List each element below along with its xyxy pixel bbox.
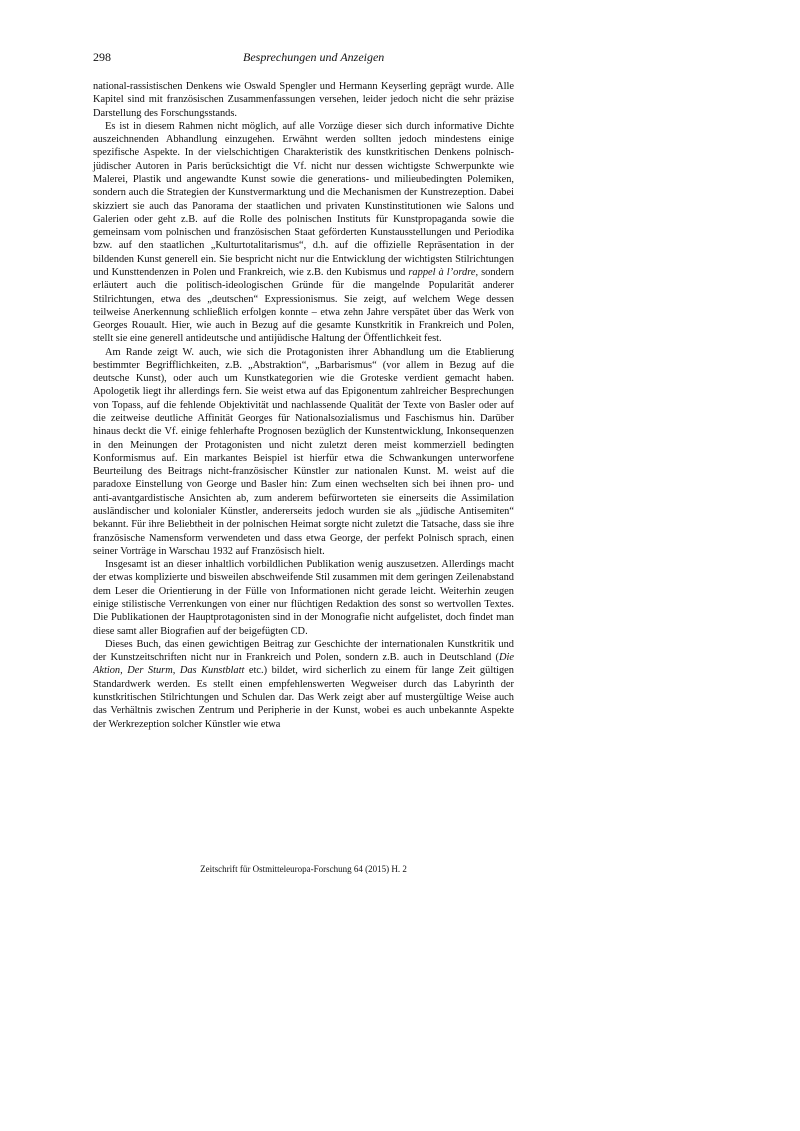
- paragraph-text: Dieses Buch, das einen gewichtigen Beitrag zur Geschichte der internationalen Kunstkritik und der Kunstzeitschriften nicht nur in Frankreich und Polen, sondern z.B. auch in Deutschland (: [93, 638, 514, 664]
- body-text: [93, 80, 514, 731]
- italic-journal-titles: Die Aktion, Der Sturm, Das Kunstblatt: [93, 652, 514, 677]
- paragraph-text: Am Rande zeigt W. auch, wie sich die Protagonisten ihrer Abhandlung um die Etablierung bestimmter Begrifflichkeiten, z.B. „Abstraktion“, „Barbarismus“ (vor allem in Bezug auf die deutsche Kunst), oder auch um Kunstkategorien wie die Groteske verdient gemacht haben. Apologetik liegt ihr allerdings fern. Sie weist etwa auf das Epigonentum zahlreicher Besprechungen von Topass, auf die fehlende Objektivität und nachlassende Qualität der Texte von Basler oder auf die zeitweise deutliche Affinität Georges für Nationalsozialismus und Faschismus hin. Darüber hinaus deckt die Vf. einige fehlerhafte Prognosen bezüglich der Kunstentwicklung, Inkonsequenzen in den Meinungen der Protagonisten und nicht zuletzt deren meist kommerziell bedingten Konformismus auf. Ein markantes Beispiel ist hierfür etwa die Schwankungen unterworfene Beurteilung des Beitrags nicht-französischer Künstler zur nationalen Kunst. M. weist auf die paradoxe Einstellung von George und Basler hin: Zum einen wechselten sich bei ihnen pro- und anti-avantgardistische Ansichten ab, zum anderem befürworteten sie einerseits die Assimilation ausländischer und kolonialer Künstler, andererseits jedoch wurden sie als „jüdische Antisemiten“ bekannt. Für ihre Beliebtheit in der polnischen Heimat sorgte nicht zuletzt die Tatsache, dass sie ihre französische Namensform verwendeten und dass etwa George, der perfekt Polnisch sprach, einen seiner Vorträge in Warschau 1932 auf Französisch hielt.: [93, 346, 514, 557]
- paragraph-5: [93, 638, 514, 731]
- paragraph-text-continued: etc.) bildet, wird sicherlich zu einem für lange Zeit gültigen Standardwerk werden. Es stellt einen empfehlenswerten Wegweiser durch das Labyrinth der kunstkritischen Stilrichtungen und Schulen dar. Das Werk zeigt aber auf mustergültige Weise auch das Verhältnis zwischen Zentrum und Peripherie in der Kunst, wobei es auch unbekannte Aspekte der Werkrezeption solcher Künstler wie etwa: [93, 665, 514, 730]
- italic-term: rappel à l’ordre: [408, 266, 476, 278]
- page-footer: Zeitschrift für Ostmitteleuropa-Forschung 64 (2015) H. 2: [200, 864, 407, 874]
- paragraph-text: national-rassistischen Denkens wie Oswald Spengler und Hermann Keyserling geprägt wurde. Alle Kapitel sind mit französischen Zusammenfassungen versehen, leider jedoch nicht die sehr präzise Darstellung des Forschungsstands.: [93, 81, 514, 119]
- paragraph-text: Insgesamt ist an dieser inhaltlich vorbildlichen Publikation wenig auszusetzen. Allerdings macht der etwas komplizierte und bisweilen abschweifende Stil zusammen mit dem geringen Zeilenabstand dem Leser die Orientierung in der Fülle von Informationen nicht gerade leicht. Weiterhin zeugen einige stilistische Verrenkungen von einer nur flüchtigen Redaktion des sonst so wertvollen Textes. Die Publikationen der Hauptprotagonisten sind in der Monografie nicht aufgelistet, doch findet man diese samt aller Biografien auf der beigefügten CD.: [93, 559, 514, 637]
- paragraph-2: [93, 120, 514, 346]
- paragraph-1: [93, 80, 514, 120]
- running-title: Besprechungen und Anzeigen: [243, 50, 385, 64]
- page-header: [93, 50, 513, 66]
- paragraph-3: [93, 346, 514, 559]
- paragraph-text-continued: , sondern erläutert auch die politisch-ideologischen Gründe für die mangelnde Popularität anderer Stilrichtungen, etwa des „deutschen“ Expressionismus. Sie zeigt, auf welchem Wege dessen teilweise Anerkennung schließlich erfolgen konnte – etwa zehn Jahre verspätet über das Werk von Georges Rouault. Hier, wie auch in Bezug auf die gesamte Kunstkritik in Frankreich und Polen, stellt sie eine generell antideutsche und antijüdische Haltung der Öffentlichkeit fest.: [93, 266, 515, 345]
- paragraph-4: [93, 558, 514, 638]
- paragraph-text: Es ist in diesem Rahmen nicht möglich, auf alle Vorzüge dieser sich durch informative Dichte auszeichnenden Abhandlung einzugehen. Erwähnt werden sollten jedoch mindestens einige spezifische Aspekte. In der vielschichtigen Charakteristik des kunstkritischen Denkens polnisch-jüdischer Autoren in Paris berücksichtigt die Vf. nicht nur dessen wichtigste Schwerpunkte wie Malerei, Plastik und angewandte Kunst sowie die generations- und milieubedingten Polemiken, sondern auch die Strategien der Kunstvermarktung und die Mechanismen der Kunstrezeption. Dabei skizziert sie auch das Panorama der staatlichen und privaten Kunstinstitutionen wie Salons und Galerien oder geht z.B. auf die Rolle des polnischen Instituts für Kunstpropaganda sowie die gemeinsam vom polnischen und französischen Staat geförderten Kunstausstellungen und Periodika bzw. auf den staatlichen „Kulturtotalitarismus“, d.h. auf die offizielle Repräsentation in der bildenden Kunst generell ein. Sie bespricht nicht nur die Entwicklung der wichtigsten Stilrichtungen und Kunsttendenzen in Polen und Frankreich, wie z.B. den Kubismus und: [93, 120, 514, 278]
- page-number: 298: [93, 50, 111, 64]
